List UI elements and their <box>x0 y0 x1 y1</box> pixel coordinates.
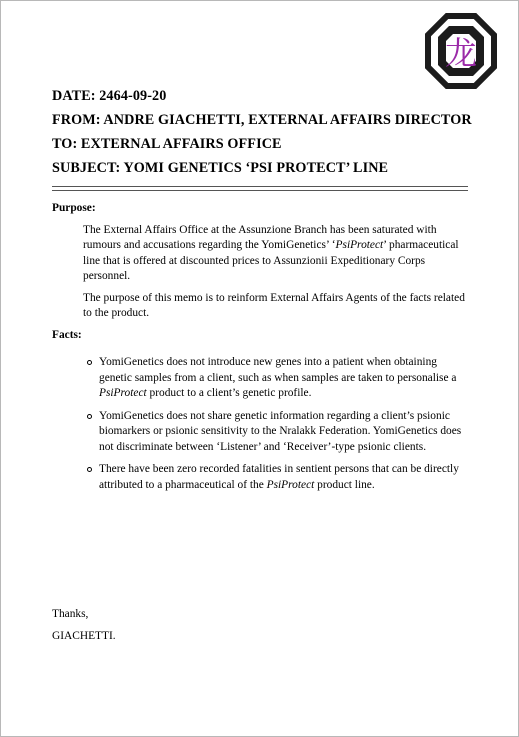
bullet-circle-icon <box>87 414 92 419</box>
bullet-circle-icon <box>87 360 92 365</box>
header-divider <box>52 186 468 191</box>
dragon-glyph: 龙 <box>444 34 478 72</box>
purpose-heading: Purpose: <box>52 202 96 214</box>
bullet-circle-icon <box>87 467 92 472</box>
signoff-name: GIACHETTI. <box>52 629 116 642</box>
dragon-logo-icon <box>425 13 497 89</box>
memo-body <box>52 201 472 500</box>
memo-header <box>52 84 472 180</box>
yomi-genetics-logo <box>425 13 497 89</box>
fact-item: YomiGenetics does not introduce new genes into a patient when obtaining genetic samples from a client, such as when samples are taken to personalise a PsiProtect product to a client’s genetic profile. <box>52 355 472 402</box>
memo-signoff <box>52 604 116 647</box>
facts-heading: Facts: <box>52 328 82 341</box>
memo-from: FROM: ANDRE GIACHETTI, EXTERNAL AFFAIRS DIRECTOR <box>52 112 472 128</box>
fact-item: There have been zero recorded fatalities in sentient persons that can be directly attributed to a pharmaceutical of the PsiProtect product line. <box>52 462 472 493</box>
memo-subject: SUBJECT: YOMI GENETICS ‘PSI PROTECT’ LINE <box>52 160 389 176</box>
signoff-thanks: Thanks, <box>52 608 89 620</box>
memo-to: TO: EXTERNAL AFFAIRS OFFICE <box>52 136 282 152</box>
facts-list <box>52 355 472 493</box>
memo-date: DATE: 2464-09-20 <box>52 88 167 104</box>
fact-item: YomiGenetics does not share genetic information regarding a client’s psionic biomarkers or psionic sensitivity to the Nralakk Federation. YomiGenetics does not discriminate between ‘Listener’ and ‘Receiver’-type psionic clients. <box>52 409 472 456</box>
purpose-paragraph-2: The purpose of this memo is to reinform External Affairs Agents of the facts related to the product. <box>83 291 465 319</box>
purpose-paragraph-1: The External Affairs Office at the Assunzione Branch has been saturated with rumours and accusations regarding the YomiGenetics’ ‘PsiProtect’ pharmaceutical line that is offered at discounted prices to Assunzionii Expeditionary Corps personnel. <box>83 223 459 282</box>
